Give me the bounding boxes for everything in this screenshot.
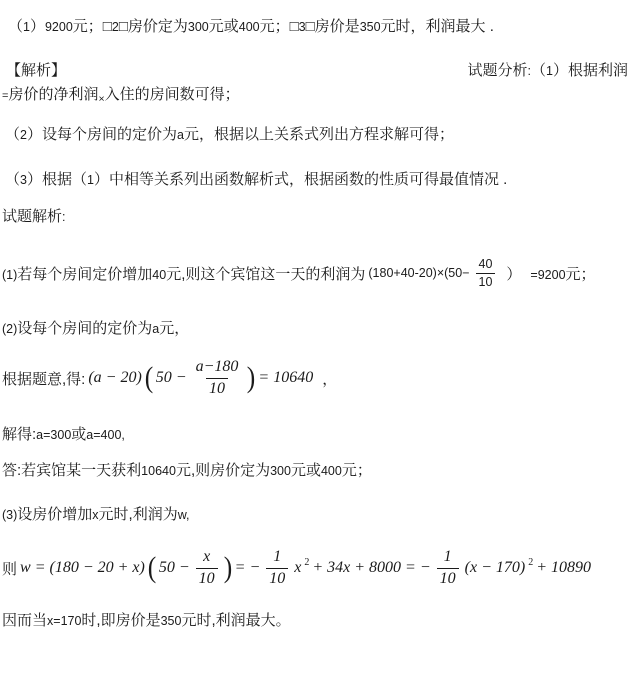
text-segment: 因而当 <box>2 612 48 629</box>
text-segment: （ <box>5 126 21 143</box>
step3-m3: x <box>294 559 302 576</box>
text-segment: (1) <box>2 267 18 282</box>
text-segment: 3 <box>298 20 306 34</box>
text-segment: 1 <box>86 173 94 187</box>
big-open-paren: ( <box>144 361 154 394</box>
text-segment: 入住的房间数可得； <box>104 86 240 103</box>
text-segment: x <box>92 508 99 522</box>
text-segment: : <box>527 64 531 78</box>
text-segment: ） <box>29 18 45 35</box>
step2-intro-line <box>2 317 189 338</box>
step3-m1: w = (180 − 20 + x) <box>20 559 145 576</box>
text-segment: 3 <box>20 173 27 187</box>
text-segment: a=400, <box>86 428 125 442</box>
text-segment: 根据题意,得: <box>2 370 86 388</box>
fraction-numerator: 40 <box>478 257 493 272</box>
text-segment: ） <box>552 62 568 79</box>
analysis-point-2 <box>5 123 454 144</box>
text-segment: × <box>98 93 105 105</box>
step3-equation-line <box>2 543 591 593</box>
text-segment: : <box>62 210 66 224</box>
text-segment: 40 <box>152 267 167 282</box>
text-segment: (2) <box>2 322 18 336</box>
text-segment: ）根据（ <box>26 171 87 188</box>
text-segment: 元,则房价定为 <box>175 462 271 479</box>
fraction-denominator: 10 <box>437 568 459 588</box>
text-segment: 元,则这个宾馆这一天的利润为 <box>166 265 366 283</box>
text-segment: =9200 <box>530 267 566 282</box>
text-segment: 400 <box>238 20 260 34</box>
fraction-numerator: a−180 <box>195 358 239 376</box>
step3-m4: + 34x + 8000 = − <box>312 559 431 576</box>
text-segment: 元， <box>159 320 190 337</box>
text-segment: 1 <box>23 20 30 34</box>
analysis-point-3 <box>5 168 507 189</box>
step3-m2: = − <box>234 559 261 576</box>
text-segment: a <box>176 128 184 142</box>
text-segment: 设房价增加 <box>17 506 93 523</box>
text-segment: 元； <box>565 265 596 283</box>
text-segment: 元；□ <box>259 18 299 35</box>
text-segment: 300 <box>270 464 291 478</box>
analysis-side-note <box>468 59 629 80</box>
step2-equation-line <box>2 354 337 402</box>
step2-label <box>2 368 85 389</box>
fraction <box>196 548 218 588</box>
text-segment: 9200 <box>44 20 73 34</box>
big-open-paren: ( <box>147 551 157 584</box>
text-segment: 答:若宾馆某一天获利 <box>2 462 142 479</box>
text-segment: a=300 <box>36 428 72 442</box>
step1-expression: (180+40-20)×(50− <box>368 266 470 280</box>
analysis-header-row <box>6 59 628 80</box>
step1-result <box>530 263 595 284</box>
text-segment: ）中相等关系列出函数解析式，根据函数的性质可得最值情况 . <box>93 171 508 188</box>
text-segment: 350 <box>160 614 182 628</box>
text-segment: 房价的净利润 <box>8 86 99 103</box>
fraction-denominator: 10 <box>266 568 288 588</box>
fraction-denominator: 10 <box>196 568 218 588</box>
text-segment: 元或 <box>290 462 321 479</box>
text-segment: 400 <box>320 464 342 478</box>
text-segment: 元时,利润为 <box>98 506 178 523</box>
step2-inner-pre: 50 − <box>155 369 187 386</box>
step3-label <box>2 558 17 579</box>
step1-close-paren: ） <box>506 265 522 283</box>
text-segment: 根据利润 <box>567 62 628 79</box>
fraction-numerator: x <box>203 548 211 566</box>
text-segment: 试题解析 <box>2 208 63 225</box>
conclusion-line <box>2 609 291 630</box>
text-segment: 350 <box>359 20 381 34</box>
text-segment: 则 <box>2 560 18 578</box>
step1-intro <box>2 263 365 284</box>
text-segment: ）设每个房间的定价为 <box>26 126 177 143</box>
fraction <box>266 548 288 588</box>
big-close-paren: ) <box>247 361 256 394</box>
text-segment: 解得: <box>2 426 37 443</box>
text-segment: 元时,利润最大。 <box>181 612 291 629</box>
text-segment: (3) <box>2 508 18 522</box>
step3-intro-line <box>2 503 190 524</box>
text-segment: w, <box>177 508 190 522</box>
text-segment: 10640 <box>141 464 176 478</box>
text-segment: 元或 <box>208 18 239 35</box>
text-segment: 元；□ <box>72 18 112 35</box>
text-segment: x=170 <box>47 614 82 628</box>
text-segment: 试题分析 <box>467 62 528 79</box>
text-segment: 元时，利润最大 . <box>380 18 494 35</box>
text-segment: = <box>2 90 9 102</box>
exponent: 2 <box>528 556 534 568</box>
section-title <box>2 205 66 226</box>
text-segment: 2 <box>20 128 27 142</box>
step3-inner-pre: 50 − <box>158 559 190 576</box>
step2-result: = 10640 <box>258 369 314 386</box>
text-segment: 300 <box>187 20 209 34</box>
fraction-numerator: 1 <box>443 548 452 566</box>
fraction-numerator: 1 <box>273 548 282 566</box>
text-segment: （ <box>5 171 21 188</box>
step3-m6: + 10890 <box>536 559 591 576</box>
text-segment: □房价定为 <box>118 18 188 35</box>
step2-lead-factor: (a − 20) <box>88 369 142 386</box>
exponent: 2 <box>304 556 310 568</box>
step1-line <box>2 251 596 295</box>
fraction-denominator: 10 <box>206 378 228 398</box>
step2-answer-line <box>2 459 372 480</box>
text-segment: （ <box>531 62 547 79</box>
fraction-denominator: 10 <box>476 273 496 289</box>
step2-solve-line <box>2 423 125 444</box>
text-segment: 时,即房价是 <box>81 612 161 629</box>
text-segment: 元，根据以上关系式列出方程求解可得； <box>183 126 454 143</box>
step2-tail-comma: ， <box>322 370 338 388</box>
analysis-label: 【解析】 <box>6 62 67 79</box>
big-close-paren: ) <box>223 551 232 584</box>
fraction <box>437 548 459 588</box>
text-segment: （ <box>8 18 24 35</box>
answer-line <box>8 15 494 36</box>
step3-m5: (x − 170) <box>464 559 526 576</box>
text-segment: a <box>152 322 160 336</box>
text-segment: 或 <box>71 426 87 443</box>
text-segment: 设每个房间的定价为 <box>17 320 153 337</box>
fraction <box>193 358 242 398</box>
fraction <box>476 257 496 289</box>
analysis-note-line2 <box>2 83 240 105</box>
text-segment: 元； <box>341 462 372 479</box>
text-segment: 1 <box>546 64 553 78</box>
text-segment: 若每个房间定价增加 <box>17 265 153 283</box>
text-segment: □房价是 <box>305 18 360 35</box>
text-segment: 2 <box>111 20 119 34</box>
